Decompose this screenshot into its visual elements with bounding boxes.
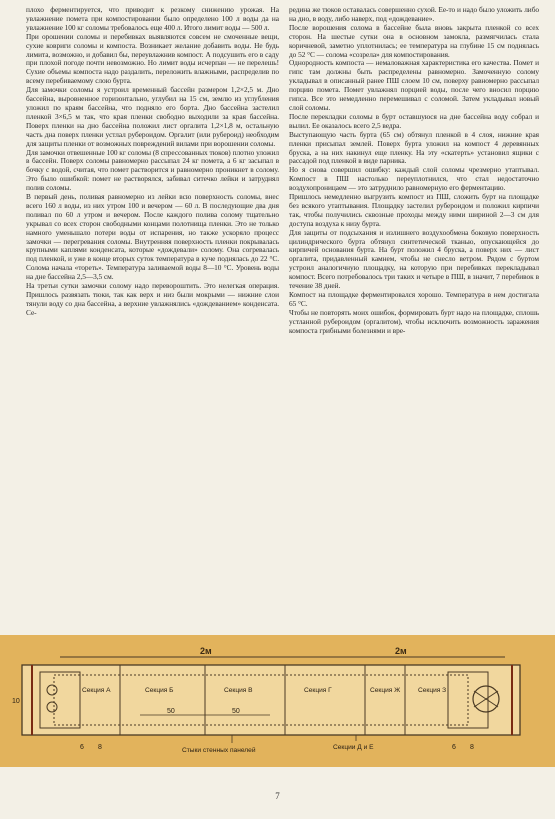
section-label-a: Секция А [82, 687, 111, 694]
dim-label-top-right: 2м [395, 646, 407, 656]
compost-bin-diagram [0, 635, 555, 767]
diagram-svg [0, 635, 555, 767]
label-8-right: 8 [470, 744, 474, 751]
page-number: 7 [275, 791, 280, 801]
section-label-g: Секция Г [304, 687, 332, 694]
section-label-v: Секция В [224, 687, 253, 694]
caption-panel-joints: Стыки стенных панелей [182, 747, 256, 754]
label-6-right: 6 [452, 744, 456, 751]
label-8-left: 8 [98, 744, 102, 751]
dim-label-10: 10 [12, 698, 20, 705]
section-label-z: Секция З [418, 687, 447, 694]
dim-label-top-left: 2м [200, 646, 212, 656]
right-text-column: редина же тюков оставалась совершенно сухой. Ее-то и надо было уложить либо на дно, в воду, либо наверх, под «дождевание». После ворошения солома в бассейне была вновь закрыта пленкой со всех сторон. На шестые сутки она в основном замокла, размягчилась стала коричневой, заметно уплотнилась; ее температура на глубине 15 см поднялась до 52 °C — солома «созрела» для компостирования. Однородность компоста — немаловажная характеристика его качества. Помет и гипс там должны быть распределены равномерно. Замоченную солому укладывал в описанный ранее ПШ слоем 10 см, поверху равномерно рассыпал порцию помета. Помет увлажнял порцией воды, после чего вносил порцию гипса. Все это немедленно перемешивал с соломой. Затем укладывал новый слой соломы. После перекладки соломы в бурт оставшуюся на дне бассейна воду собрал и вылил. Ее оказалось всего 2,5 ведра. Выступающую часть бурта (65 см) обтянул пленкой в 4 слоя, нижние края пленки присыпал землей. Поверх бурта уложил на компост 4 деревянных бруска, а на них накинул еще пленку. На эту «скатерть» установил ящики с рассадой под пленкой в виде парника. Но я снова совершил ошибку: каждый слой соломы чрезмерно утаптывал. Компост в ПШ настолько переуплотнился, что стал недостаточно воздухопроницаем — это затруднило равномерную его ферментацию. Пришлось немедленно выгрузить компост из ПШ, сложить бурт на площадке без всякого утаптывания. Площадку застелил рубероидом и положил кирпичи так, чтобы получились сквозные проходы между ними шириной 2—3 см для доступа воздуха к низу бурта. Для защиты от подсыхания и излишнего воздухообмена боковую поверхность цилиндрического бурта обтянул синтетической тканью, опускающейся до кирпичей основания бурта. На бурт положил 4 бруска, а поверх них — лист оргалита, придавленный камнем, чтобы не снесло ветром. Рядом с буртом устроил аналогичную площадку, на которую при перебивках перекладывал компост. Всего потребовалось три таких и четыре в ПШ, в значит, 7 перебивок в течение 38 дней. Компост на площадке ферментировался хорошо. Температура в нем достигала 65 °C. Чтобы не повторять моих ошибок, формировать бурт надо на площадке, сплошь устланной рубероидом (оргалитом), чтобы исключить возможность заражения компоста грибными болезнями и вре- [289, 5, 539, 335]
label-6-left: 6 [80, 744, 84, 751]
caption-sections-de: Секции Д и Е [333, 744, 374, 751]
section-label-zh: Секция Ж [370, 687, 401, 694]
section-label-b: Секция Б [145, 687, 174, 694]
dim-label-50-right: 50 [232, 708, 240, 715]
left-text-column: плохо ферментируется, что приводит к резкому снижению урожая. На увлажнение помета при компостировании было определено 100 л воды да на увлажнение 100 кг соломы требовалось еще 400 л. Итого лимит воды — 500 л. При орошении соломы и перебивках выявляются совсем не смоченные вещи, сухие ковриги соломы и компоста. Возникает желание добавить воды. Не будь лимита, возможно, и добавил бы, переувлажнив компост. А подсушить его в саду при плохой погоде почти невозможно. Но лимит воды исчерпан — не перелешь! Сухие объемы компоста надо раздалить, переложить влажными, распределив по всему перебиваемому слою бурта. Для замочки соломы я устроил временный бассейн размером 1,2×2,5 м. Дно бассейна, выровненное горизонтально, углубил на 15 см, землю из углубления уложил по краям бассейна, что поднялo его борта. Дно бассейна застелил пленкой 3×6,5 м так, что края пленки свободно выходили за края бассейна. Поверх пленки на дно бассейна положил лист оргалита 1,2×1,8 м, остальную часть дна поверх пленки устлал рубероидом. Оргалит (или рубероид) необходим для защиты пленки от возможных повреждений вилами при ворошении соломы. Для замочки отвешенные 100 кг соломы (8 спрессованных тюков) плотно уложил в бассейн. Поверх соломы равномерно рассыпал 24 кг помета, а 6 кг засыпал в бочку с водой, считая, что помет растворится и равномерно проникнет в солому. Это было ошибкой: помет не растворялся, забивал ситечко лейки и затруднял полив соломы. В первый день, поливая равномерно из лейки всю поверхность соломы, внес всего 160 л воды, из них утром 100 и вечером — 60 л. В последующие два дня поливал по 60 л утром и вечером. После каждого полива солому тщательно укрывал со всех сторон свободными концами полотнища пленки. Это не только намного уменьшало потери воды от испарения, но также ускоряло процесс замочки — перегревания соломы. Внутренняя поверхность пленки покрывалась крупными каплями конденсата, которые «дождевали» солому. Она согревалась под пленкой, и уже в конце вторых суток температура в куче поднялась до 22 °C. Солома начала «тореть». Температура заливаемой воды 8—10 °C. Уровень воды на дне бассейна 2,5—3,5 см. На третьи сутки замочки солому надо перевороштить. Это нелегкая операция. Пришлось развязать тюки, так как верх и низ были мокрыми — нижние слои тянули воду со дна бассейна, а верхние увлажнялись «дождеванием» конденсата. Се- [26, 5, 279, 317]
dim-label-50-left: 50 [167, 708, 175, 715]
